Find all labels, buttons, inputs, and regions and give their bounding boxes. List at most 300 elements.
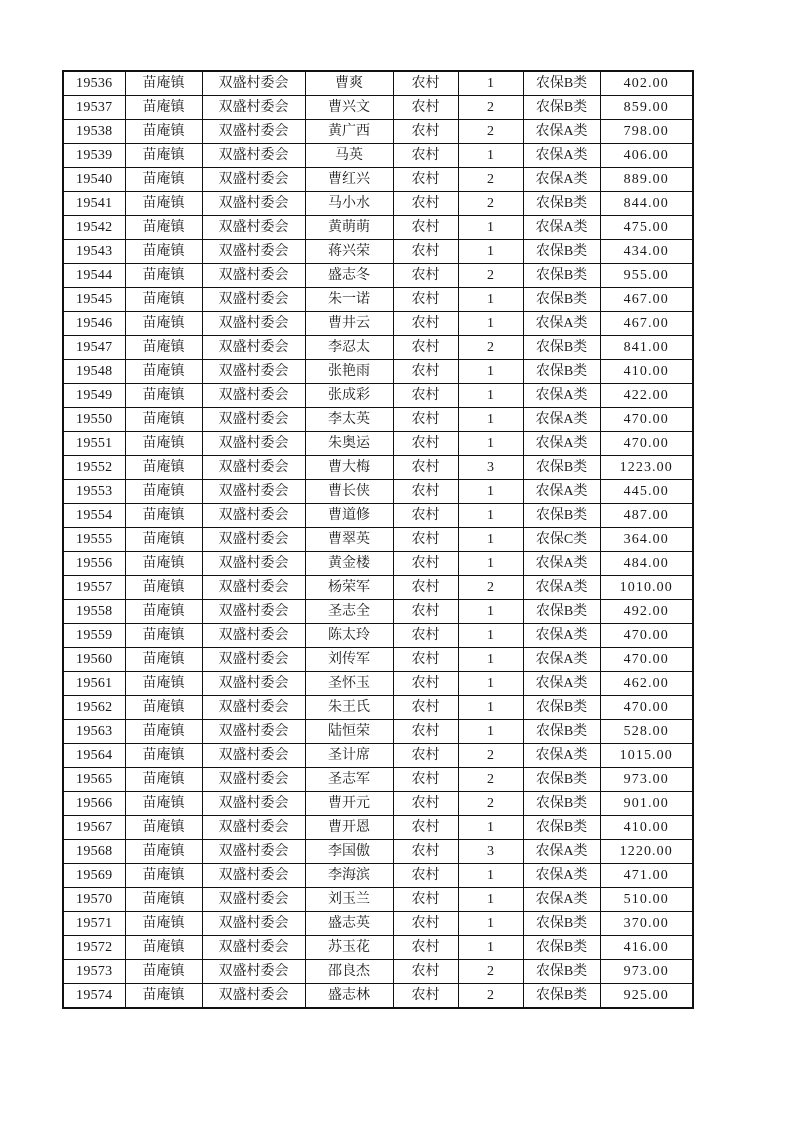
cell-village-committee: 双盛村委会 — [202, 576, 305, 600]
cell-village-committee: 双盛村委会 — [202, 864, 305, 888]
cell-amount: 467.00 — [600, 288, 693, 312]
cell-person-name: 盛志英 — [305, 912, 393, 936]
cell-insurance-category: 农保B类 — [523, 816, 600, 840]
table-row — [63, 96, 693, 120]
cell-residence-type: 农村 — [393, 792, 458, 816]
cell-record-id: 19567 — [63, 816, 125, 840]
cell-person-name: 曹长侠 — [305, 480, 393, 504]
cell-record-id: 19565 — [63, 768, 125, 792]
cell-town: 苗庵镇 — [125, 216, 202, 240]
cell-person-name: 黄萌萌 — [305, 216, 393, 240]
cell-person-name: 曹翠英 — [305, 528, 393, 552]
cell-person-name: 圣志军 — [305, 768, 393, 792]
cell-record-id: 19569 — [63, 864, 125, 888]
cell-amount: 955.00 — [600, 264, 693, 288]
cell-town: 苗庵镇 — [125, 864, 202, 888]
table-row — [63, 456, 693, 480]
cell-village-committee: 双盛村委会 — [202, 480, 305, 504]
cell-residence-type: 农村 — [393, 192, 458, 216]
cell-person-name: 杨荣军 — [305, 576, 393, 600]
cell-person-count: 1 — [458, 312, 523, 336]
cell-town: 苗庵镇 — [125, 312, 202, 336]
cell-town: 苗庵镇 — [125, 912, 202, 936]
cell-person-count: 1 — [458, 624, 523, 648]
cell-residence-type: 农村 — [393, 384, 458, 408]
table-row — [63, 552, 693, 576]
cell-person-count: 2 — [458, 336, 523, 360]
cell-insurance-category: 农保A类 — [523, 552, 600, 576]
cell-amount: 470.00 — [600, 696, 693, 720]
cell-town: 苗庵镇 — [125, 144, 202, 168]
table-row — [63, 936, 693, 960]
cell-record-id: 19546 — [63, 312, 125, 336]
cell-record-id: 19551 — [63, 432, 125, 456]
cell-residence-type: 农村 — [393, 288, 458, 312]
cell-residence-type: 农村 — [393, 432, 458, 456]
cell-village-committee: 双盛村委会 — [202, 552, 305, 576]
cell-amount: 471.00 — [600, 864, 693, 888]
cell-record-id: 19539 — [63, 144, 125, 168]
cell-record-id: 19544 — [63, 264, 125, 288]
cell-village-committee: 双盛村委会 — [202, 71, 305, 96]
cell-record-id: 19555 — [63, 528, 125, 552]
cell-person-count: 1 — [458, 672, 523, 696]
cell-village-committee: 双盛村委会 — [202, 192, 305, 216]
table-row — [63, 432, 693, 456]
cell-insurance-category: 农保A类 — [523, 384, 600, 408]
table-row — [63, 840, 693, 864]
cell-person-name: 刘玉兰 — [305, 888, 393, 912]
cell-insurance-category: 农保B类 — [523, 696, 600, 720]
table-row — [63, 864, 693, 888]
cell-insurance-category: 农保A类 — [523, 648, 600, 672]
cell-amount: 422.00 — [600, 384, 693, 408]
cell-village-committee: 双盛村委会 — [202, 720, 305, 744]
cell-town: 苗庵镇 — [125, 984, 202, 1009]
cell-town: 苗庵镇 — [125, 336, 202, 360]
cell-amount: 859.00 — [600, 96, 693, 120]
cell-residence-type: 农村 — [393, 552, 458, 576]
cell-amount: 973.00 — [600, 768, 693, 792]
cell-town: 苗庵镇 — [125, 552, 202, 576]
cell-amount: 1010.00 — [600, 576, 693, 600]
cell-record-id: 19564 — [63, 744, 125, 768]
cell-village-committee: 双盛村委会 — [202, 216, 305, 240]
cell-insurance-category: 农保B类 — [523, 936, 600, 960]
cell-village-committee: 双盛村委会 — [202, 96, 305, 120]
cell-person-count: 1 — [458, 936, 523, 960]
cell-person-name: 曹开恩 — [305, 816, 393, 840]
cell-record-id: 19556 — [63, 552, 125, 576]
cell-insurance-category: 农保B类 — [523, 720, 600, 744]
cell-insurance-category: 农保B类 — [523, 264, 600, 288]
table-row — [63, 768, 693, 792]
cell-person-count: 2 — [458, 984, 523, 1009]
cell-record-id: 19562 — [63, 696, 125, 720]
cell-town: 苗庵镇 — [125, 288, 202, 312]
table-row — [63, 672, 693, 696]
cell-town: 苗庵镇 — [125, 432, 202, 456]
cell-insurance-category: 农保B类 — [523, 504, 600, 528]
cell-person-count: 2 — [458, 96, 523, 120]
cell-record-id: 19563 — [63, 720, 125, 744]
cell-person-count: 2 — [458, 960, 523, 984]
cell-amount: 470.00 — [600, 432, 693, 456]
cell-person-count: 1 — [458, 288, 523, 312]
table-row — [63, 528, 693, 552]
cell-town: 苗庵镇 — [125, 936, 202, 960]
cell-person-name: 张艳雨 — [305, 360, 393, 384]
cell-person-name: 刘传军 — [305, 648, 393, 672]
cell-town: 苗庵镇 — [125, 720, 202, 744]
cell-insurance-category: 农保B类 — [523, 360, 600, 384]
cell-person-name: 陈太玲 — [305, 624, 393, 648]
cell-amount: 487.00 — [600, 504, 693, 528]
cell-town: 苗庵镇 — [125, 504, 202, 528]
cell-amount: 492.00 — [600, 600, 693, 624]
cell-residence-type: 农村 — [393, 336, 458, 360]
cell-village-committee: 双盛村委会 — [202, 336, 305, 360]
cell-amount: 462.00 — [600, 672, 693, 696]
table-row — [63, 360, 693, 384]
cell-residence-type: 农村 — [393, 240, 458, 264]
cell-residence-type: 农村 — [393, 672, 458, 696]
cell-person-count: 1 — [458, 552, 523, 576]
cell-residence-type: 农村 — [393, 504, 458, 528]
cell-person-name: 黄金楼 — [305, 552, 393, 576]
cell-residence-type: 农村 — [393, 480, 458, 504]
cell-insurance-category: 农保A类 — [523, 144, 600, 168]
cell-amount: 434.00 — [600, 240, 693, 264]
cell-insurance-category: 农保B类 — [523, 456, 600, 480]
cell-amount: 410.00 — [600, 816, 693, 840]
cell-record-id: 19536 — [63, 71, 125, 96]
cell-village-committee: 双盛村委会 — [202, 504, 305, 528]
cell-residence-type: 农村 — [393, 264, 458, 288]
cell-town: 苗庵镇 — [125, 960, 202, 984]
cell-record-id: 19542 — [63, 216, 125, 240]
cell-amount: 445.00 — [600, 480, 693, 504]
cell-person-count: 1 — [458, 720, 523, 744]
cell-insurance-category: 农保A类 — [523, 744, 600, 768]
cell-insurance-category: 农保B类 — [523, 192, 600, 216]
cell-person-count: 2 — [458, 264, 523, 288]
cell-town: 苗庵镇 — [125, 648, 202, 672]
cell-record-id: 19572 — [63, 936, 125, 960]
cell-record-id: 19550 — [63, 408, 125, 432]
cell-residence-type: 农村 — [393, 768, 458, 792]
table-row — [63, 792, 693, 816]
cell-village-committee: 双盛村委会 — [202, 360, 305, 384]
cell-person-count: 1 — [458, 432, 523, 456]
cell-amount: 475.00 — [600, 216, 693, 240]
cell-village-committee: 双盛村委会 — [202, 648, 305, 672]
cell-person-name: 蒋兴荣 — [305, 240, 393, 264]
cell-insurance-category: 农保B类 — [523, 792, 600, 816]
cell-village-committee: 双盛村委会 — [202, 888, 305, 912]
cell-residence-type: 农村 — [393, 120, 458, 144]
cell-insurance-category: 农保A类 — [523, 624, 600, 648]
cell-person-count: 1 — [458, 408, 523, 432]
cell-amount: 973.00 — [600, 960, 693, 984]
cell-town: 苗庵镇 — [125, 96, 202, 120]
cell-village-committee: 双盛村委会 — [202, 984, 305, 1009]
table-row — [63, 744, 693, 768]
cell-person-count: 1 — [458, 528, 523, 552]
cell-town: 苗庵镇 — [125, 240, 202, 264]
cell-village-committee: 双盛村委会 — [202, 168, 305, 192]
cell-insurance-category: 农保A类 — [523, 864, 600, 888]
cell-village-committee: 双盛村委会 — [202, 768, 305, 792]
cell-town: 苗庵镇 — [125, 360, 202, 384]
cell-record-id: 19568 — [63, 840, 125, 864]
cell-record-id: 19574 — [63, 984, 125, 1009]
cell-person-count: 1 — [458, 600, 523, 624]
cell-person-name: 圣计席 — [305, 744, 393, 768]
cell-residence-type: 农村 — [393, 648, 458, 672]
cell-person-count: 1 — [458, 816, 523, 840]
cell-person-count: 1 — [458, 504, 523, 528]
cell-residence-type: 农村 — [393, 71, 458, 96]
cell-person-count: 1 — [458, 216, 523, 240]
cell-record-id: 19557 — [63, 576, 125, 600]
cell-person-count: 1 — [458, 648, 523, 672]
cell-record-id: 19573 — [63, 960, 125, 984]
cell-village-committee: 双盛村委会 — [202, 600, 305, 624]
cell-person-count: 1 — [458, 384, 523, 408]
table-row — [63, 144, 693, 168]
table-row — [63, 168, 693, 192]
cell-person-name: 张成彩 — [305, 384, 393, 408]
cell-town: 苗庵镇 — [125, 192, 202, 216]
cell-record-id: 19549 — [63, 384, 125, 408]
table-row — [63, 384, 693, 408]
cell-person-name: 曹爽 — [305, 71, 393, 96]
table-body — [63, 71, 693, 1008]
cell-village-committee: 双盛村委会 — [202, 792, 305, 816]
cell-person-name: 曹道修 — [305, 504, 393, 528]
cell-amount: 470.00 — [600, 624, 693, 648]
table-row — [63, 624, 693, 648]
cell-residence-type: 农村 — [393, 984, 458, 1009]
cell-record-id: 19538 — [63, 120, 125, 144]
cell-amount: 370.00 — [600, 912, 693, 936]
cell-amount: 364.00 — [600, 528, 693, 552]
cell-person-name: 朱一诺 — [305, 288, 393, 312]
cell-insurance-category: 农保B类 — [523, 71, 600, 96]
cell-residence-type: 农村 — [393, 216, 458, 240]
table-row — [63, 696, 693, 720]
table-row — [63, 240, 693, 264]
table-row — [63, 288, 693, 312]
cell-amount: 470.00 — [600, 408, 693, 432]
cell-residence-type: 农村 — [393, 720, 458, 744]
table-row — [63, 960, 693, 984]
cell-amount: 416.00 — [600, 936, 693, 960]
cell-amount: 402.00 — [600, 71, 693, 96]
cell-town: 苗庵镇 — [125, 624, 202, 648]
cell-village-committee: 双盛村委会 — [202, 840, 305, 864]
cell-amount: 470.00 — [600, 648, 693, 672]
cell-amount: 841.00 — [600, 336, 693, 360]
cell-record-id: 19561 — [63, 672, 125, 696]
cell-record-id: 19537 — [63, 96, 125, 120]
cell-amount: 406.00 — [600, 144, 693, 168]
cell-town: 苗庵镇 — [125, 840, 202, 864]
cell-amount: 925.00 — [600, 984, 693, 1009]
cell-person-count: 2 — [458, 192, 523, 216]
cell-village-committee: 双盛村委会 — [202, 432, 305, 456]
cell-person-name: 李忍太 — [305, 336, 393, 360]
cell-residence-type: 农村 — [393, 312, 458, 336]
cell-record-id: 19571 — [63, 912, 125, 936]
cell-residence-type: 农村 — [393, 912, 458, 936]
cell-person-count: 2 — [458, 768, 523, 792]
table-row — [63, 216, 693, 240]
cell-village-committee: 双盛村委会 — [202, 936, 305, 960]
cell-village-committee: 双盛村委会 — [202, 816, 305, 840]
table-row — [63, 984, 693, 1009]
cell-person-name: 苏玉花 — [305, 936, 393, 960]
cell-record-id: 19559 — [63, 624, 125, 648]
cell-record-id: 19558 — [63, 600, 125, 624]
cell-village-committee: 双盛村委会 — [202, 672, 305, 696]
cell-town: 苗庵镇 — [125, 576, 202, 600]
cell-person-count: 1 — [458, 360, 523, 384]
cell-amount: 1015.00 — [600, 744, 693, 768]
cell-person-count: 1 — [458, 71, 523, 96]
cell-person-count: 1 — [458, 864, 523, 888]
cell-record-id: 19553 — [63, 480, 125, 504]
cell-town: 苗庵镇 — [125, 480, 202, 504]
cell-insurance-category: 农保A类 — [523, 888, 600, 912]
cell-person-name: 朱王氏 — [305, 696, 393, 720]
cell-residence-type: 农村 — [393, 408, 458, 432]
cell-residence-type: 农村 — [393, 360, 458, 384]
cell-amount: 528.00 — [600, 720, 693, 744]
cell-person-count: 1 — [458, 696, 523, 720]
cell-person-count: 1 — [458, 912, 523, 936]
cell-town: 苗庵镇 — [125, 408, 202, 432]
cell-town: 苗庵镇 — [125, 600, 202, 624]
cell-village-committee: 双盛村委会 — [202, 144, 305, 168]
cell-insurance-category: 农保A类 — [523, 840, 600, 864]
cell-person-name: 盛志冬 — [305, 264, 393, 288]
cell-insurance-category: 农保B类 — [523, 96, 600, 120]
table-row — [63, 912, 693, 936]
cell-person-name: 朱奥运 — [305, 432, 393, 456]
cell-village-committee: 双盛村委会 — [202, 288, 305, 312]
cell-person-name: 黄广西 — [305, 120, 393, 144]
cell-town: 苗庵镇 — [125, 528, 202, 552]
cell-person-count: 2 — [458, 576, 523, 600]
cell-residence-type: 农村 — [393, 840, 458, 864]
cell-town: 苗庵镇 — [125, 696, 202, 720]
table-row — [63, 71, 693, 96]
cell-village-committee: 双盛村委会 — [202, 120, 305, 144]
table-row — [63, 312, 693, 336]
cell-person-count: 3 — [458, 456, 523, 480]
table-row — [63, 888, 693, 912]
cell-residence-type: 农村 — [393, 816, 458, 840]
cell-person-name: 李海滨 — [305, 864, 393, 888]
cell-record-id: 19552 — [63, 456, 125, 480]
cell-record-id: 19560 — [63, 648, 125, 672]
table-row — [63, 504, 693, 528]
cell-residence-type: 农村 — [393, 576, 458, 600]
cell-person-name: 曹大梅 — [305, 456, 393, 480]
cell-residence-type: 农村 — [393, 624, 458, 648]
cell-amount: 484.00 — [600, 552, 693, 576]
cell-insurance-category: 农保C类 — [523, 528, 600, 552]
cell-person-name: 曹兴文 — [305, 96, 393, 120]
cell-person-count: 1 — [458, 240, 523, 264]
cell-amount: 410.00 — [600, 360, 693, 384]
cell-town: 苗庵镇 — [125, 384, 202, 408]
insurance-payment-table — [62, 70, 694, 1009]
cell-insurance-category: 农保B类 — [523, 960, 600, 984]
cell-person-count: 1 — [458, 888, 523, 912]
cell-insurance-category: 农保B类 — [523, 912, 600, 936]
table-row — [63, 120, 693, 144]
cell-town: 苗庵镇 — [125, 792, 202, 816]
cell-residence-type: 农村 — [393, 744, 458, 768]
cell-record-id: 19541 — [63, 192, 125, 216]
cell-insurance-category: 农保B类 — [523, 768, 600, 792]
cell-town: 苗庵镇 — [125, 120, 202, 144]
table-row — [63, 408, 693, 432]
cell-village-committee: 双盛村委会 — [202, 456, 305, 480]
cell-insurance-category: 农保A类 — [523, 408, 600, 432]
cell-residence-type: 农村 — [393, 528, 458, 552]
cell-residence-type: 农村 — [393, 456, 458, 480]
table-row — [63, 264, 693, 288]
cell-town: 苗庵镇 — [125, 264, 202, 288]
cell-insurance-category: 农保A类 — [523, 432, 600, 456]
cell-insurance-category: 农保A类 — [523, 576, 600, 600]
cell-person-count: 2 — [458, 792, 523, 816]
cell-residence-type: 农村 — [393, 936, 458, 960]
cell-town: 苗庵镇 — [125, 672, 202, 696]
table-row — [63, 336, 693, 360]
cell-person-count: 2 — [458, 120, 523, 144]
cell-village-committee: 双盛村委会 — [202, 960, 305, 984]
cell-insurance-category: 农保A类 — [523, 480, 600, 504]
cell-person-count: 2 — [458, 168, 523, 192]
cell-village-committee: 双盛村委会 — [202, 312, 305, 336]
cell-residence-type: 农村 — [393, 696, 458, 720]
cell-insurance-category: 农保A类 — [523, 672, 600, 696]
cell-village-committee: 双盛村委会 — [202, 744, 305, 768]
cell-person-name: 曹红兴 — [305, 168, 393, 192]
cell-person-count: 1 — [458, 144, 523, 168]
cell-village-committee: 双盛村委会 — [202, 264, 305, 288]
cell-record-id: 19545 — [63, 288, 125, 312]
cell-town: 苗庵镇 — [125, 768, 202, 792]
table-row — [63, 192, 693, 216]
cell-insurance-category: 农保A类 — [523, 120, 600, 144]
cell-amount: 901.00 — [600, 792, 693, 816]
cell-amount: 467.00 — [600, 312, 693, 336]
cell-village-committee: 双盛村委会 — [202, 408, 305, 432]
cell-residence-type: 农村 — [393, 96, 458, 120]
cell-residence-type: 农村 — [393, 864, 458, 888]
table-row — [63, 576, 693, 600]
cell-person-count: 1 — [458, 480, 523, 504]
cell-record-id: 19570 — [63, 888, 125, 912]
cell-record-id: 19566 — [63, 792, 125, 816]
cell-person-name: 曹开元 — [305, 792, 393, 816]
